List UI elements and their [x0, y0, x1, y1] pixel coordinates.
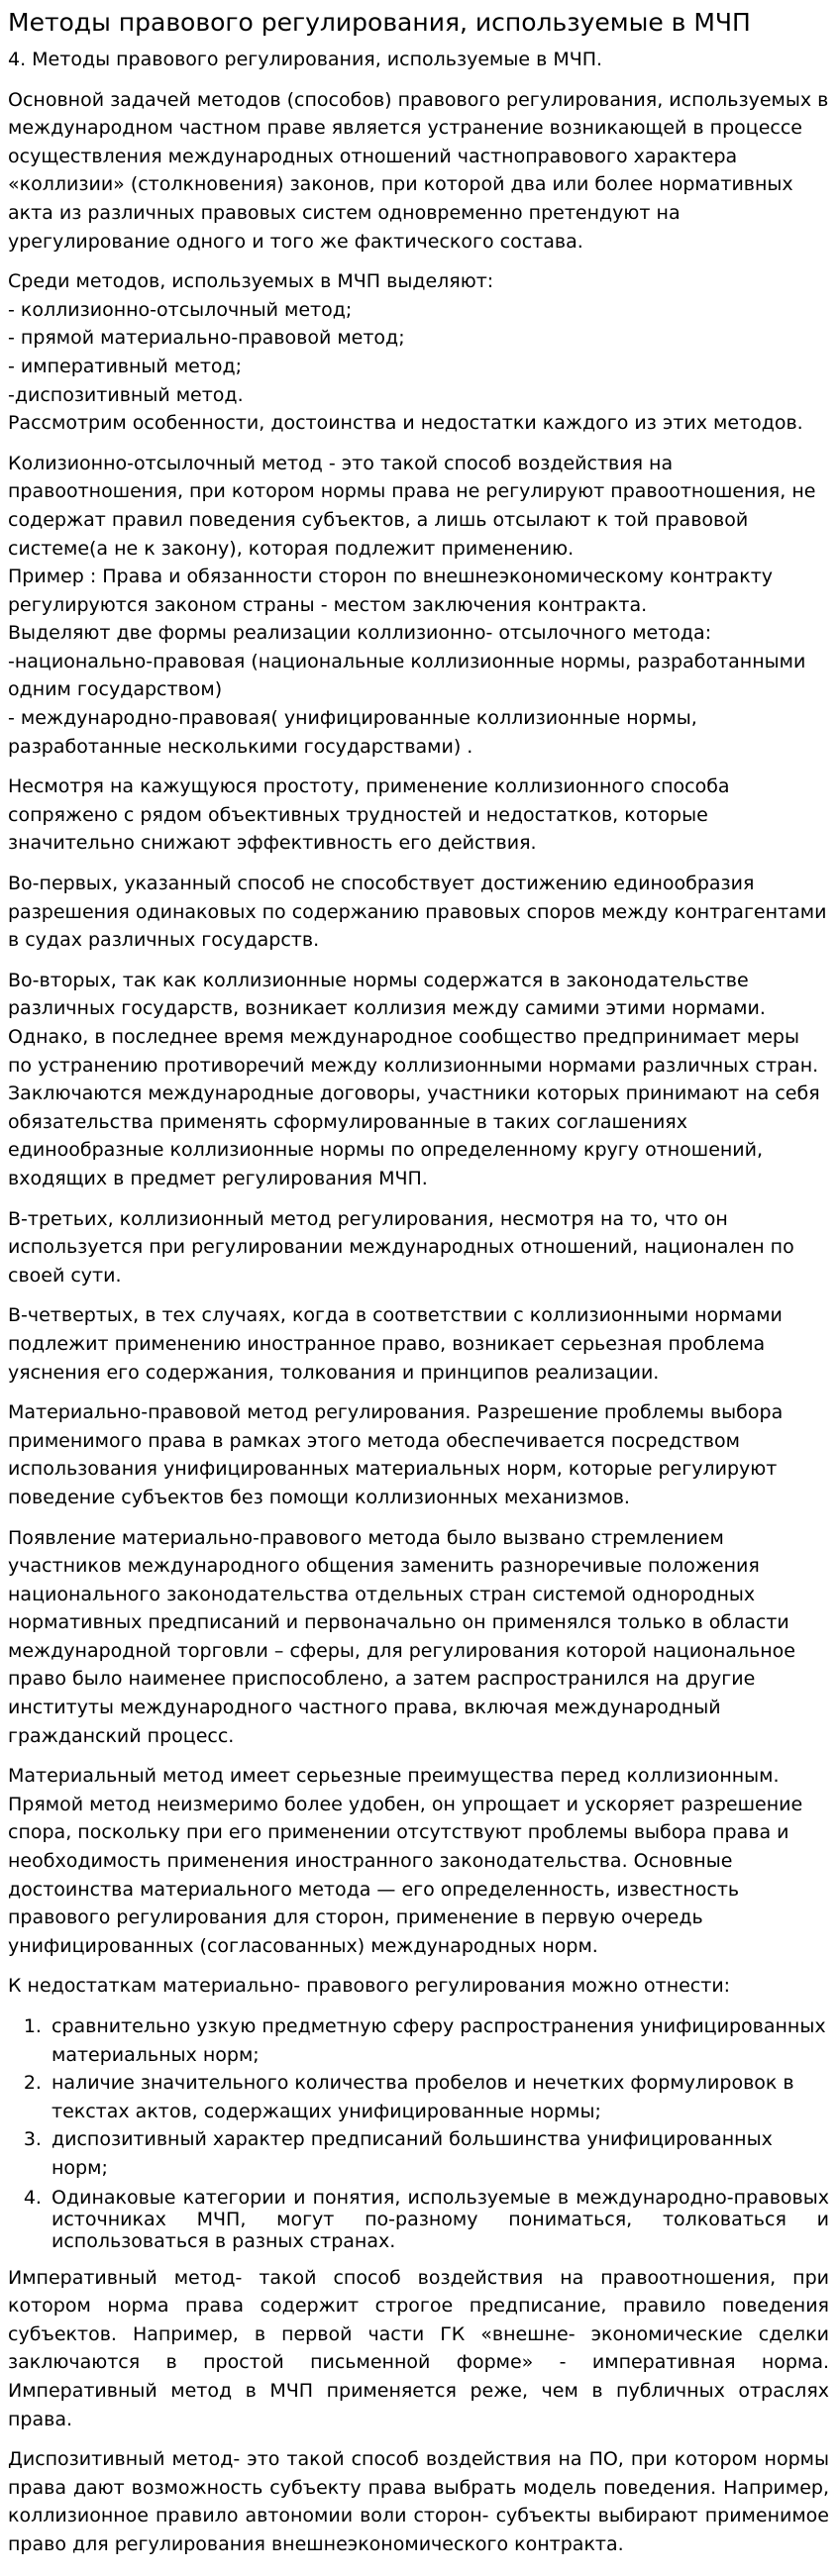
paragraph-first: Во-первых, указанный способ не способствует достижению единообразия разрешения одинаковых по содержанию правовых споров между контрагентами в судах различных государств. — [8, 873, 827, 952]
conflict-form-international: - международно-правовая( унифицированные коллизионные нормы, разработанные несколькими государствами) . — [8, 707, 697, 758]
conflict-example: Пример : Права и обязанности сторон по внешнеэкономическому контракту регулируются законом страны - местом заключения контракта. — [8, 566, 774, 616]
paragraph-advantages: Материальный метод имеет серьезные преимущества перед коллизионным. Прямой метод неизмеримо более удобен, он упрощает и ускоряет разрешение спора, поскольку при его применении отсутствуют проблемы выбора права и необходимость применения иностранного законодательства. Основные достоинства материального метода — его определенность, известность правового регулирования для сторон, применение в первую очередь унифицированных (согласованных) международных норм. — [8, 1765, 803, 1957]
paragraph-dispositive: Диспозитивный метод- это такой способ воздействия на ПО, при котором нормы права дают возможность субъекту права выбрать модель поведения. Например, коллизионное правило автономии воли сторон- субъекты выбирают применимое право для регулирования внешнеэкономического контракта. — [8, 2448, 829, 2555]
section-heading: 4. Методы правового регулирования, используемые в МЧП. — [8, 49, 603, 70]
method-item-material: - прямой материально-правовой метод; — [8, 327, 405, 350]
paragraph-origin: Появление материально-правового метода было вызвано стремлением участников международного общения заменить разноречивые положения национального законодательства отдельных стран системой однородных нормативных предписаний и первоначально он применялся только в области международной торговли – сферы, для регулирования которой национальное право было наименее приспособлено, а затем распространился на другие институты международного частного права, включая международный гражданский процесс. — [8, 1526, 795, 1747]
paragraph-conflict-method — [8, 450, 829, 762]
paragraph-material-method: Материально-правовой метод регулирования. Разрешение проблемы выбора применимого права в рамках этого метода обеспечивается посредством использования унифицированных материальных норм, которые регулируют поведение субъектов без помощи коллизионных механизмов. — [8, 1401, 784, 1508]
paragraph-simplicity: Несмотря на кажущуюся простоту, применение коллизионного способа сопряжено с рядом объективных трудностей и недостатков, которые значительно снижают эффективность его действия. — [8, 775, 730, 855]
page-title: Методы правового регулирования, используемые в МЧП — [8, 8, 751, 37]
list-item: 2. наличие значительного количества пробелов и нечетких формулировок в текстах актов, содержащих унифицированные нормы; — [48, 2069, 829, 2125]
method-item-conflict: - коллизионно-отсылочный метод; — [8, 298, 353, 321]
paragraph-methods-list — [8, 267, 829, 438]
paragraph-imperative: Императивный метод- такой способ воздействия на правоотношения, при котором норма права содержит строгое предписание, правило поведения субъектов. Например, в первой части ГК «внешне- экономические сделки заключаются в простой письменной форме» - императивная норма. Императивный метод в МЧП применяется реже, чем в публичных отраслях права. — [8, 2266, 829, 2430]
list-item: 4. Одинаковые категории и понятия, используемые в международно-правовых источниках МЧП, могут по-разному пониматься, толковаться и использоваться в разных странах. — [48, 2187, 829, 2252]
list-item: 1. сравнительно узкую предметную сферу распространения унифицированных материальных норм; — [48, 2012, 829, 2069]
conflict-form-national: -национально-правовая (национальные коллизионные нормы, разработанными одним государством) — [8, 650, 806, 701]
method-item-imperative: - императивный метод; — [8, 355, 243, 377]
conflict-definition: Колизионно-отсылочный метод - это такой способ воздействия на правоотношения, при котором нормы права не регулируют правоотношения, не содержат правил поведения субъектов, а лишь отсылают к той правовой системе(а не к закону), которая подлежит применению. — [8, 452, 816, 560]
paragraph-third: В-третьих, коллизионный метод регулирования, несмотря на то, что он используется при регулировании международных отношений, националeн по своей сути. — [8, 1207, 794, 1287]
list-item: 3. диспозитивный характер предписаний большинства унифицированных норм; — [48, 2125, 829, 2182]
paragraph-second: Во-вторых, так как коллизионные нормы содержатся в законодательстве различных государств, возникает коллизия между самими этими нормами. Однако, в последнее время международное сообщество предпринимает меры по устранению противоречий между коллизионными нормами различных стран. Заключаются международные договоры, участники которых принимают на себя обязательства применять сформулированные в таких соглашениях единообразные коллизионные нормы по определенному кругу отношений, входящих в предмет регулирования МЧП. — [8, 969, 820, 1189]
method-item-dispositive: -диспозитивный метод. — [8, 383, 244, 406]
paragraph-main-task: Основной задачей методов (способов) правового регулирования, используемых в международном частном праве является устранение возникающей в процессе осуществления международных отношений частноправового характера «коллизии» (столкновения) законов, при которой два или более нормативных акта из различных правовых систем одновременно претендуют на урегулирование одного и того же фактического состава. — [8, 88, 829, 253]
drawbacks-list — [8, 2012, 829, 2252]
paragraph-fourth: В-четвертых, в тех случаях, когда в соответствии с коллизионными нормами подлежит применению иностранное право, возникает серьезная проблема уяснения его содержания, толкования и принципов реализации. — [8, 1304, 783, 1384]
paragraph-drawbacks-intro: К недостаткам материально- правового регулирования можно отнести: — [8, 1975, 731, 1998]
conflict-forms-intro: Выделяют две формы реализации коллизионно- отсылочного метода: — [8, 622, 712, 645]
methods-intro-line: Среди методов, используемых в МЧП выделяют: — [8, 270, 494, 293]
methods-outro-line: Рассмотрим особенности, достоинства и недостатки каждого из этих методов. — [8, 412, 803, 435]
